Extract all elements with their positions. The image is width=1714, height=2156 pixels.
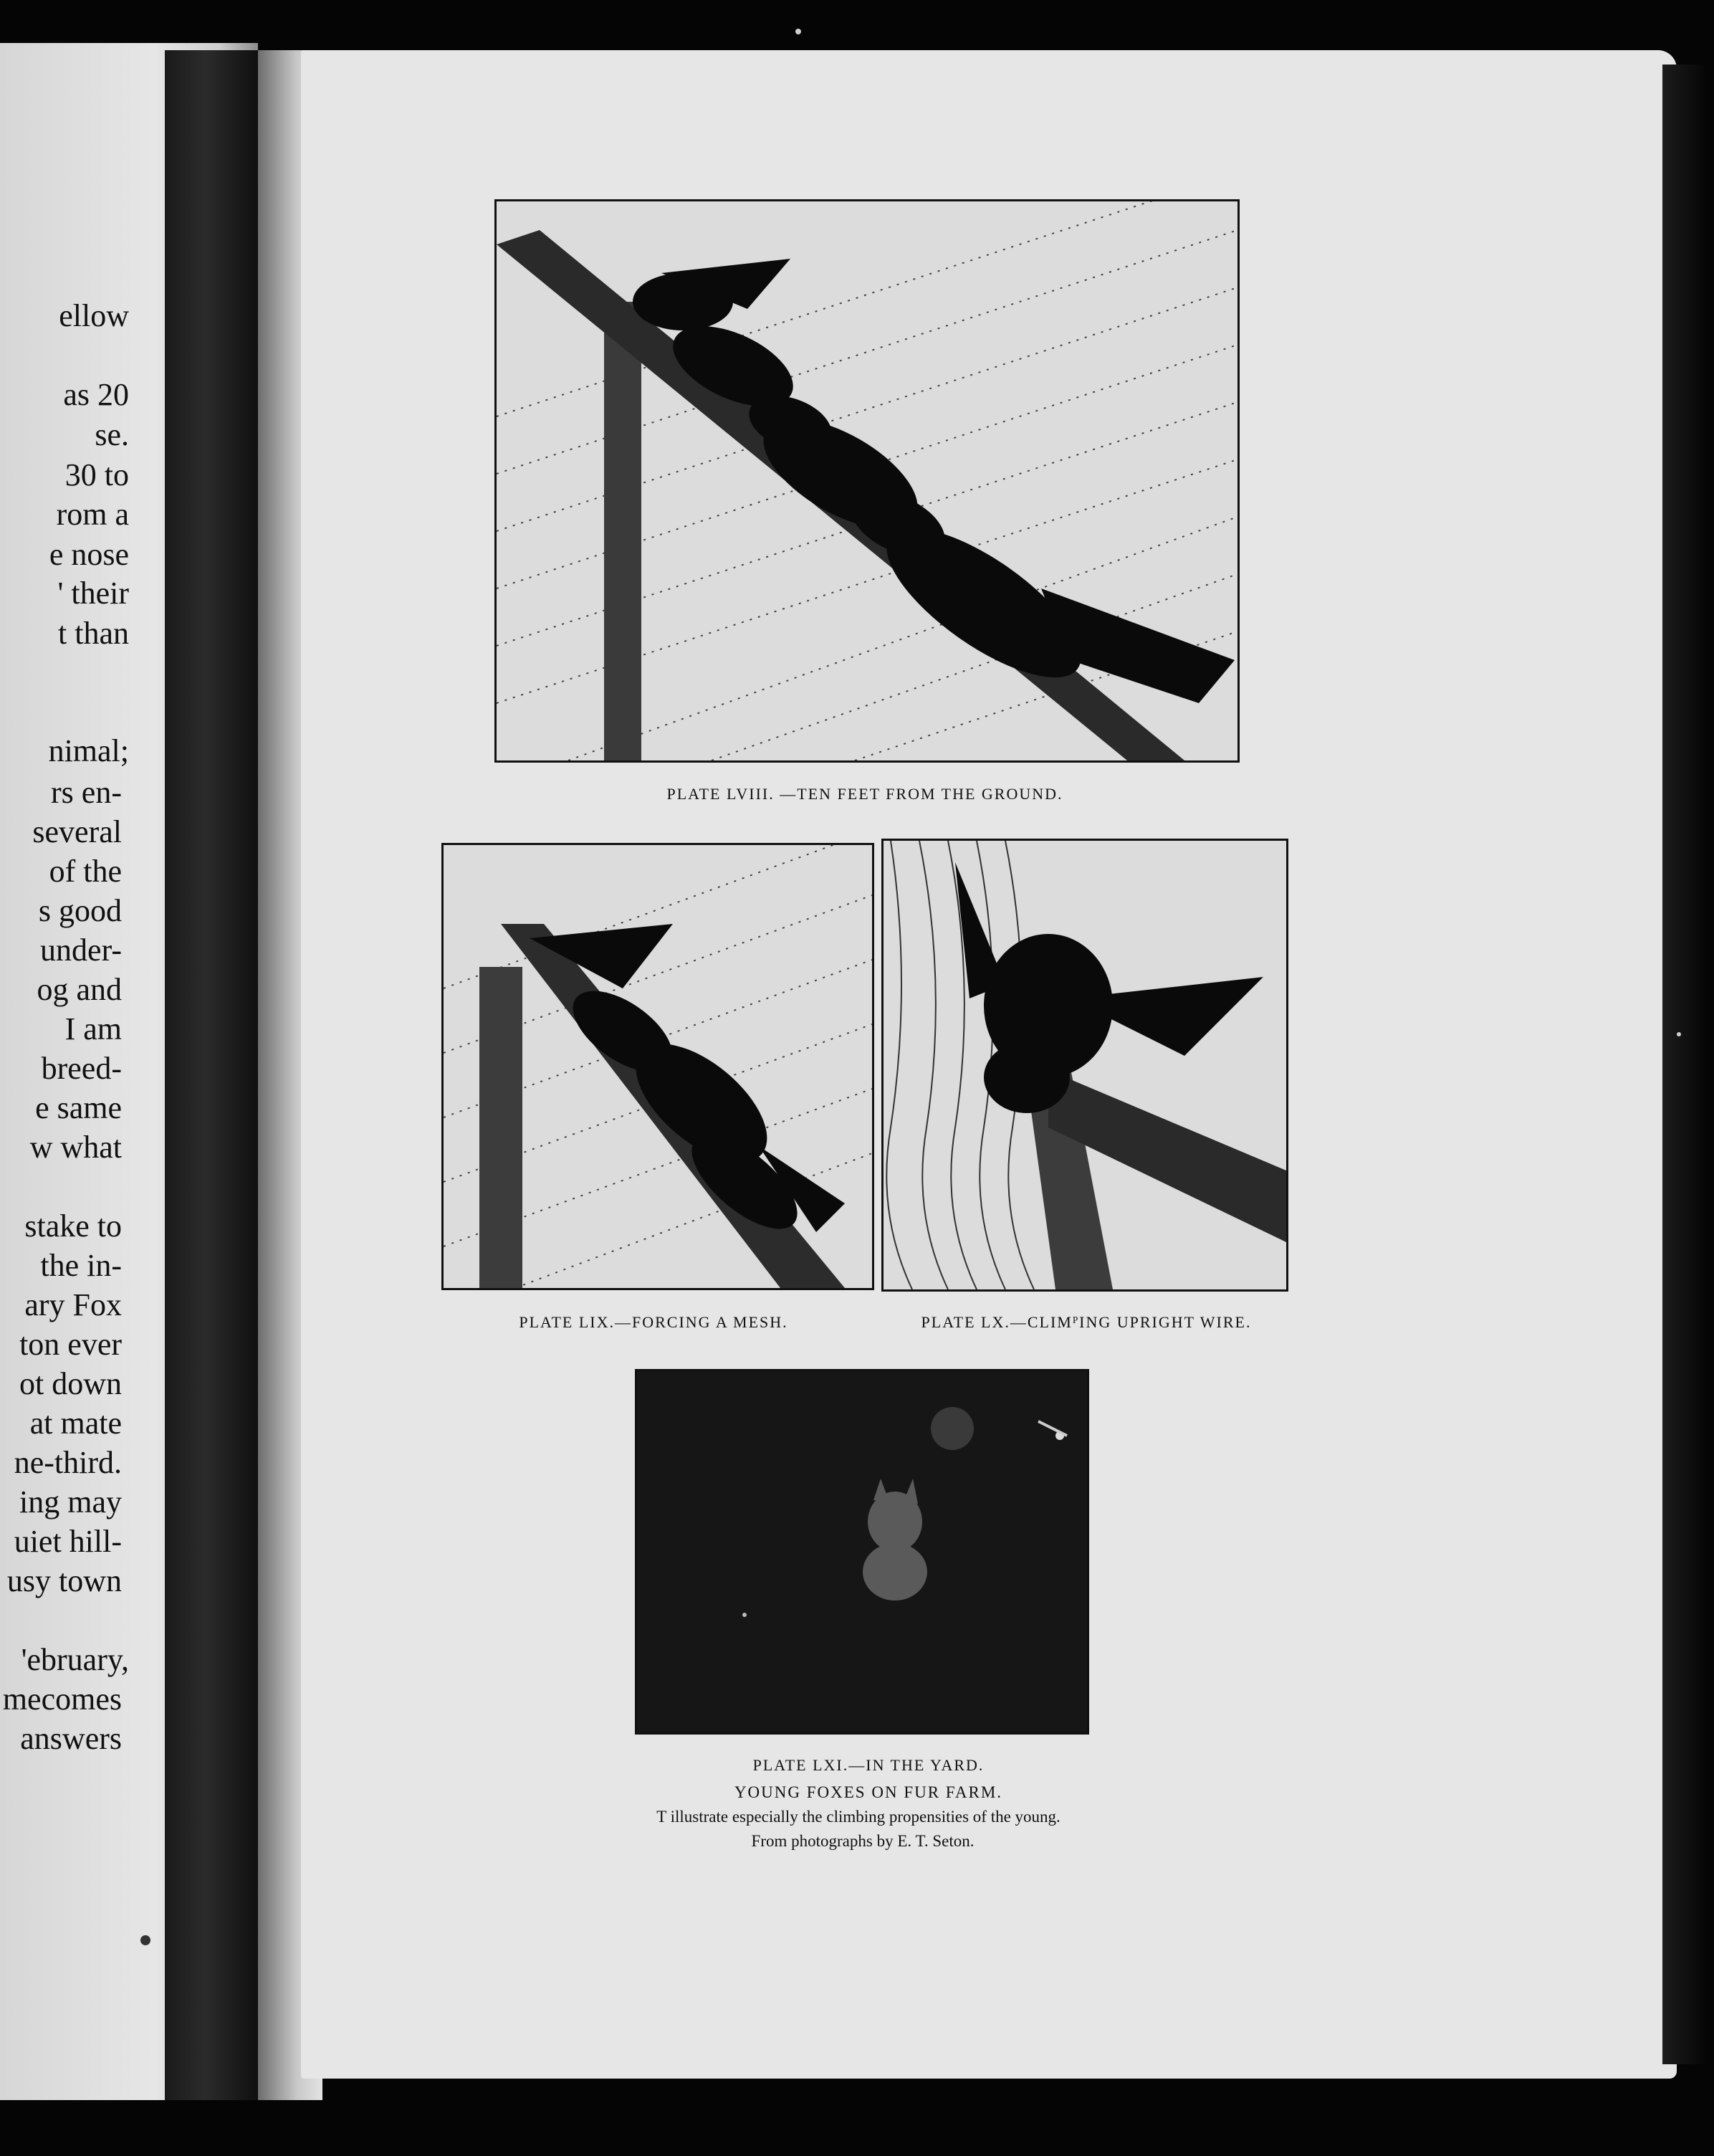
left-page-line: I am — [64, 1011, 122, 1046]
left-page-line: several — [32, 814, 122, 849]
left-page-line: e same — [35, 1090, 122, 1125]
left-page-line: ary Fox — [24, 1287, 122, 1322]
dust-speck — [1677, 1032, 1681, 1036]
left-page-line: the in- — [40, 1248, 122, 1283]
left-page-line: rs en- — [51, 775, 122, 810]
left-page-line: t than — [58, 616, 129, 651]
left-page-line: 30 to — [64, 457, 129, 492]
left-page-line: breed- — [41, 1051, 122, 1086]
left-page-line: answers — [20, 1721, 122, 1756]
left-page-line: ing may — [19, 1484, 122, 1520]
left-page-line: ellow — [59, 298, 129, 333]
left-page-line: ne-third. — [14, 1445, 122, 1480]
figure-heading: YOUNG FOXES ON FUR FARM. — [734, 1783, 1003, 1801]
left-page-line: under- — [40, 932, 122, 968]
left-page-line: se. — [95, 417, 129, 452]
plate-lx-caption: PLATE LX.—CLIMᴾING UPRIGHT WIRE. — [921, 1313, 1252, 1331]
dust-speck — [795, 29, 801, 34]
plate-lx-photo — [881, 839, 1288, 1292]
plate-lix-caption: PLATE LIX.—FORCING A MESH. — [519, 1313, 788, 1331]
plate-lviii-caption: PLATE LVIII. —TEN FEET FROM THE GROUND. — [666, 785, 1063, 803]
left-page-line: ot down — [19, 1366, 122, 1401]
figure-description: T illustrate especially the climbing propensities of the young. — [656, 1808, 1061, 1826]
plate-lxi-caption: PLATE LXI.—IN THE YARD. — [752, 1756, 985, 1774]
left-page-line: e nose — [49, 537, 129, 572]
figure-credit: From photographs by E. T. Seton. — [751, 1832, 975, 1850]
left-page-line: of the — [49, 854, 122, 889]
left-page-line: uiet hill- — [14, 1524, 122, 1559]
left-page-line: at mate — [29, 1406, 122, 1441]
left-page-line: as 20 — [63, 377, 129, 412]
left-page-line: ' their — [57, 576, 129, 611]
left-page-line: nimal; — [48, 733, 129, 768]
plate-lxi-photo — [635, 1369, 1089, 1735]
left-page-line: 'ebruary, — [21, 1642, 129, 1677]
left-page-line: ton ever — [19, 1327, 122, 1362]
left-page-line: og and — [37, 972, 122, 1007]
plate-lix-photo — [441, 843, 874, 1290]
left-page-line: w what — [29, 1130, 122, 1165]
left-page-line: s good — [38, 893, 122, 928]
left-page-line: mecomes — [2, 1682, 122, 1717]
left-page-line: rom a — [56, 497, 129, 532]
left-page-line: stake to — [24, 1208, 122, 1244]
book-spine — [165, 50, 265, 2100]
plate-lviii-photo — [494, 199, 1240, 763]
page-edge — [1662, 65, 1705, 2064]
left-page-line: usy town — [6, 1563, 122, 1598]
dust-speck — [140, 1935, 150, 1945]
